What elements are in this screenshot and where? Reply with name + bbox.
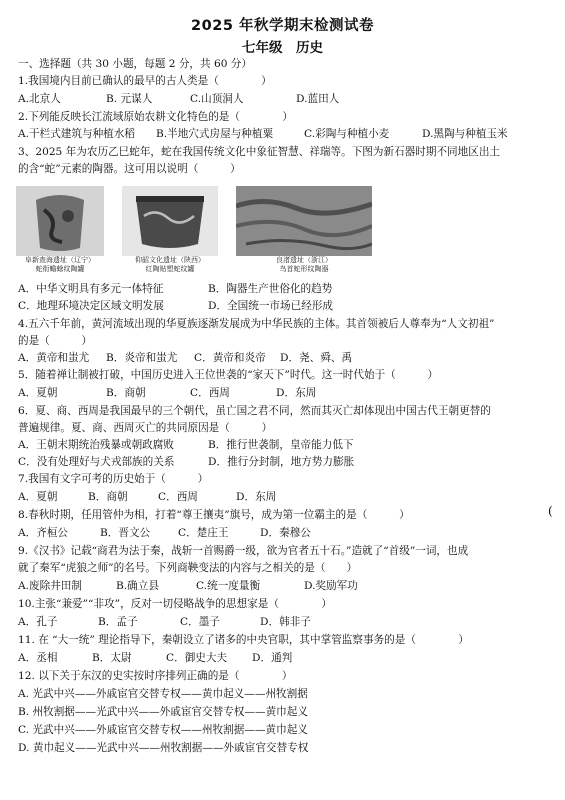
liangzhu-caption-site: 良渚遗址（浙江） (276, 256, 332, 264)
q5-option-b[interactable]: B．商朝 (106, 387, 146, 399)
q8-option-d[interactable]: D．秦穆公 (260, 527, 311, 539)
q3-option-c[interactable]: C．地理环境决定区域文明发展 (18, 300, 164, 312)
question-7-stem: 7.我国有文字可考的历史始于（ ） (18, 473, 209, 485)
q3-option-a[interactable]: A．中华文明具有多元一体特征 (18, 283, 164, 295)
q10-option-a[interactable]: A．孔子 (18, 616, 58, 628)
yangshao-caption-site: 仰韶文化遗址（陕西） (135, 256, 205, 264)
question-9-stem-line1: 9.《汉书》记载“商君为法于秦，战斩一首赐爵一级，欲为官者五十石。”造就了“首级”一词，也成 (18, 545, 469, 557)
question-4-stem-line1: 4.五六千年前，黄河流域出现的华夏族逐渐发展成为中华民族的主体。其首领被后人尊奉为“人文初祖” (18, 318, 495, 330)
q8-option-c[interactable]: C．楚庄王 (178, 527, 229, 539)
q12-option-c[interactable]: C. 光武中兴——外戚宦官交替专权——州牧割据——黄巾起义 (18, 724, 308, 736)
q4-option-b[interactable]: B．炎帝和蚩尤 (106, 352, 178, 364)
q6-option-d[interactable]: D．推行分封制，地方势力膨胀 (208, 456, 355, 468)
chahai-caption-site: 阜新查海遗址（辽宁） (25, 256, 95, 264)
q6-option-b[interactable]: B．推行世袭制，皇帝能力低下 (208, 439, 354, 451)
q9-option-c[interactable]: C.统一度量衡 (196, 580, 261, 592)
question-5-stem: 5．随着禅让制被打破，中国历史进入王位世袭的“家天下”时代。这一时代始于（ ） (18, 369, 439, 381)
question-3-stem-line1: 3、2025 年为农历乙巳蛇年，蛇在我国传统文化中象征智慧、祥瑞等。下图为新石器时期不同地区出土 (18, 146, 501, 158)
question-8-stem: 8.春秋时期，任用管仲为相，打着“尊王攘夷”旗号，成为第一位霸主的是（ ） (18, 509, 410, 521)
q12-option-b[interactable]: B. 州牧割据——光武中兴——外戚宦官交替专权——黄巾起义 (18, 706, 308, 718)
pottery-figures (16, 186, 376, 276)
q5-option-a[interactable]: A．夏朝 (18, 387, 58, 399)
q9-option-d[interactable]: D.奖励军功 (304, 580, 358, 592)
q11-option-d[interactable]: D．通判 (252, 652, 293, 664)
q11-option-a[interactable]: A．丞相 (18, 652, 58, 664)
figure-chahai-pottery (16, 186, 104, 274)
q4-option-d[interactable]: D．尧、舜、禹 (280, 352, 353, 364)
question-1-stem: 1.我国境内目前已确认的最早的古人类是（ ） (18, 75, 272, 87)
question-9-stem-line2: 就了秦军“虎狼之师”的名号。下列商鞅变法的内容与之相关的是（ ） (18, 562, 358, 574)
q1-option-a[interactable]: A.北京人 (18, 93, 61, 105)
q11-option-b[interactable]: B．太尉 (92, 652, 132, 664)
q2-option-c[interactable]: C.彩陶与种植小麦 (304, 128, 390, 140)
question-3-stem-line2: 的含“蛇”元素的陶器。这可用以说明（ ） (18, 163, 241, 175)
q1-option-c[interactable]: C.山顶洞人 (190, 93, 244, 105)
q2-option-a[interactable]: A.干栏式建筑与种植水稻 (18, 128, 135, 140)
q10-option-c[interactable]: C．墨子 (180, 616, 220, 628)
figure-liangzhu-pottery (236, 186, 372, 274)
question-6-stem-line1: 6．夏、商、西周是我国最早的三个朝代，虽亡国之君不同，然而其灭亡却体现出中国古代王朝更替的 (18, 405, 491, 417)
exam-subtitle: 七年级 历史 (242, 40, 323, 56)
q12-option-a[interactable]: A. 光武中兴——外戚宦官交替专权——黄巾起义——州牧割据 (18, 688, 308, 700)
q5-option-d[interactable]: D．东周 (276, 387, 317, 399)
liangzhu-caption-name: 鸟首蛇形纹陶器 (279, 265, 329, 273)
question-12-stem: 12. 以下关于东汉的史实按时序排列正确的是（ ） (18, 670, 293, 682)
question-4-stem-line2: 的是（ ） (18, 335, 93, 347)
q11-option-c[interactable]: C．御史大夫 (166, 652, 228, 664)
q7-option-c[interactable]: C．西周 (158, 491, 198, 503)
chahai-caption-name: 蛇衔蟾蜍纹陶罐 (35, 265, 85, 273)
question-6-stem-line2: 普遍规律。夏、商、西周灭亡的共同原因是（ ） (18, 422, 273, 434)
yangshao-pottery-photo (122, 186, 218, 256)
q4-option-a[interactable]: A．黄帝和蚩尤 (18, 352, 90, 364)
question-2-stem: 2.下列能反映长江流域原始农耕文化特色的是（ ） (18, 111, 293, 123)
q2-option-b[interactable]: B.半地穴式房屋与种植粟 (156, 128, 274, 140)
q6-option-c[interactable]: C．没有处理好与犬戎部族的关系 (18, 456, 175, 468)
q12-option-d[interactable]: D. 黄巾起义——光武中兴——州牧割据——外戚宦官交替专权 (18, 742, 309, 754)
liangzhu-pottery-photo (236, 186, 372, 256)
q1-option-d[interactable]: D.蓝田人 (296, 93, 340, 105)
yangshao-caption-name: 红陶贴塑蛇纹罐 (145, 265, 195, 273)
q6-option-a[interactable]: A．王朝末期统治残暴或朝政腐败 (18, 439, 174, 451)
q5-option-c[interactable]: C．西周 (190, 387, 230, 399)
stray-bracket-mark: ( (548, 504, 553, 518)
q2-option-d[interactable]: D.黑陶与种植玉米 (422, 128, 508, 140)
q9-option-b[interactable]: B.确立县 (116, 580, 159, 592)
figure-yangshao-pottery (122, 186, 218, 274)
q8-option-b[interactable]: B．晋文公 (100, 527, 151, 539)
exam-title: 2025 年秋学期末检测试卷 (191, 18, 374, 34)
q7-option-d[interactable]: D．东周 (236, 491, 277, 503)
question-11-stem: 11. 在 “大一统” 理论指导下，秦朝设立了诸多的中央官职，其中掌管监察事务的是（ ） (18, 634, 469, 646)
q8-option-a[interactable]: A．齐桓公 (18, 527, 69, 539)
q3-option-d[interactable]: D．全国统一市场已经形成 (208, 300, 334, 312)
q10-option-b[interactable]: B．孟子 (98, 616, 138, 628)
chahai-pottery-photo (16, 186, 104, 256)
section-heading: 一、选择题（共 30 小题，每题 2 分，共 60 分） (18, 58, 252, 70)
q9-option-a[interactable]: A.废除井田制 (18, 580, 82, 592)
question-10-stem: 10.主张“兼爱”“非攻”，反对一切侵略战争的思想家是（ ） (18, 598, 332, 610)
q1-option-b[interactable]: B. 元谋人 (106, 93, 153, 105)
q4-option-c[interactable]: C．黄帝和炎帝 (194, 352, 266, 364)
q3-option-b[interactable]: B．陶器生产世俗化的趋势 (208, 283, 333, 295)
q7-option-a[interactable]: A．夏朝 (18, 491, 58, 503)
q10-option-d[interactable]: D．韩非子 (260, 616, 311, 628)
q7-option-b[interactable]: B．商朝 (88, 491, 128, 503)
